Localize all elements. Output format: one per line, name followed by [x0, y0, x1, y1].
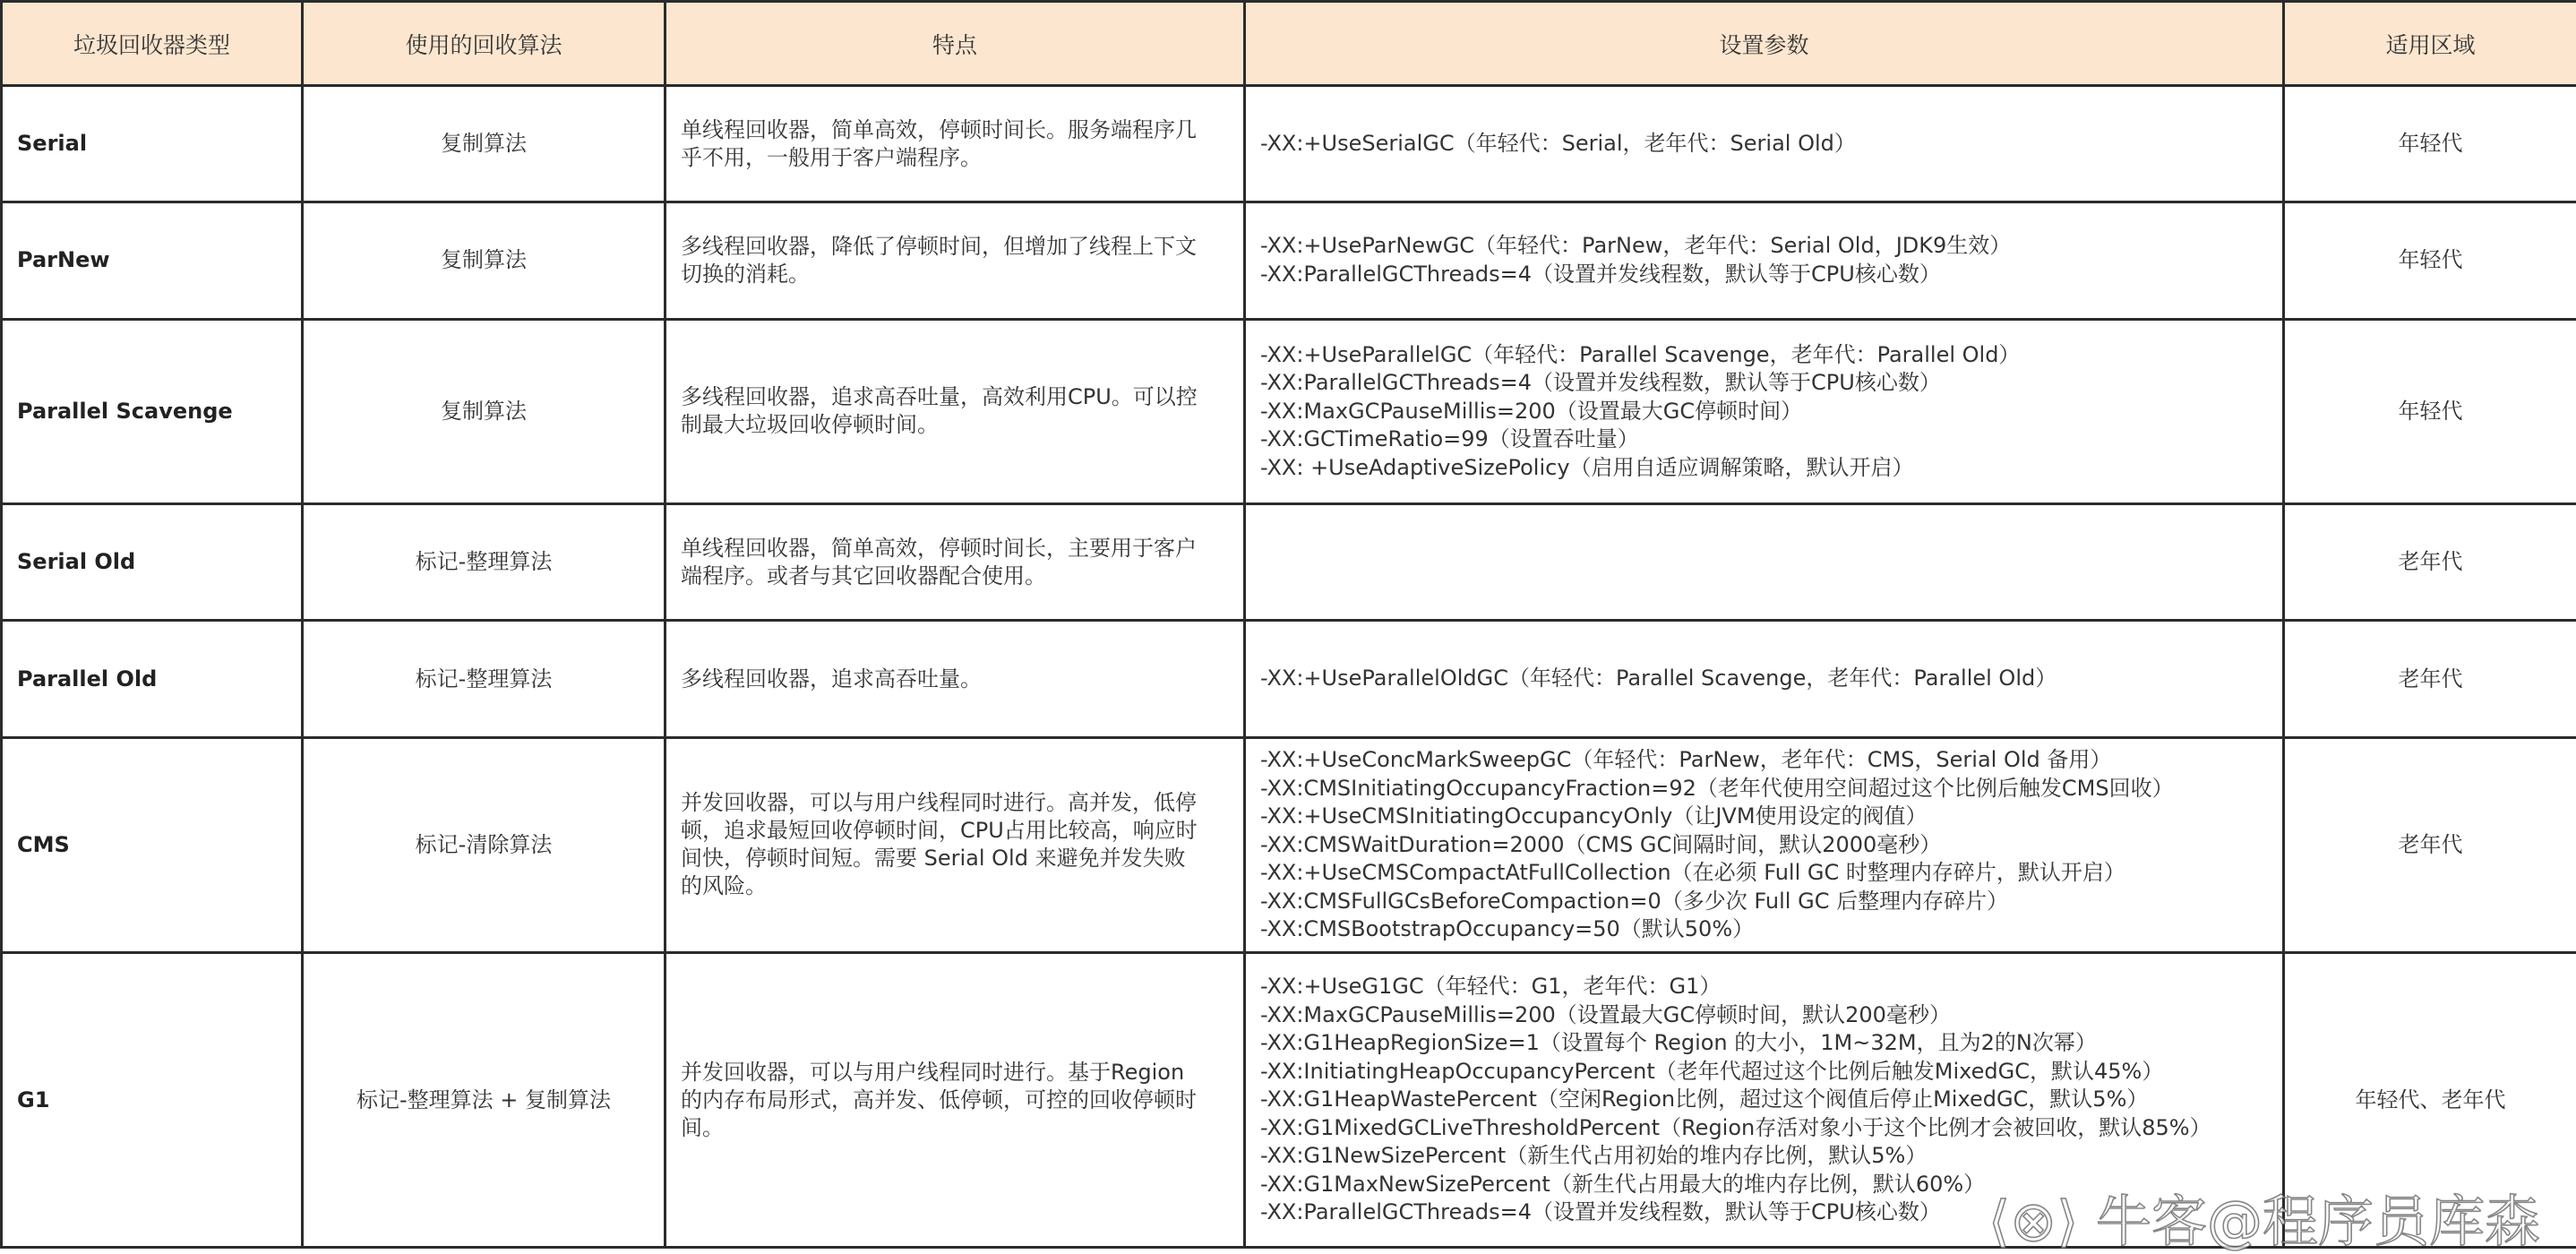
collector-type-cell: Parallel Old: [2, 621, 303, 737]
feature-line: 多线程回收器，追求高吞吐量。: [681, 666, 982, 691]
params-cell: [1245, 319, 2284, 503]
features-cell: [665, 86, 1245, 202]
features-cell: [665, 504, 1245, 621]
header-algorithm: 使用的回收算法: [303, 2, 665, 86]
applicable-area-cell: 年轻代: [2284, 86, 2576, 202]
feature-line: 多线程回收器，降低了停顿时间，但增加了线程上下文: [681, 233, 1197, 259]
param-line: -XX:+UseCMSInitiatingOccupancyOnly（让JVM使用设定的阀值）: [1260, 803, 1928, 829]
table-row: [2, 202, 2576, 319]
param-line: -XX:+UseG1GC（年轻代：G1，老年代：G1）: [1260, 974, 1722, 1000]
param-line: -XX:ParallelGCThreads=4（设置并发线程数，默认等于CPU核心数）: [1260, 1199, 1941, 1225]
param-line: -XX:+UseSerialGC（年轻代：Serial，老年代：Serial Old）: [1260, 130, 1856, 156]
param-line: -XX:MaxGCPauseMillis=200（设置最大GC停顿时间，默认200毫秒）: [1260, 1001, 1951, 1027]
feature-line: 顿，追求最短回收停顿时间，CPU占用比较高，响应时: [681, 818, 1198, 844]
param-line: -XX: +UseAdaptiveSizePolicy（启用自适应调解策略，默认开启）: [1260, 454, 1914, 480]
param-line: -XX:G1HeapRegionSize=1（设置每个 Region 的大小，1M~32M，且为2的N次幂）: [1260, 1030, 2097, 1056]
table-row: [2, 953, 2576, 1248]
table-row: [2, 737, 2576, 953]
params-cell: [1245, 953, 2284, 1248]
applicable-area-cell: 老年代: [2284, 737, 2576, 953]
collector-type-cell: Parallel Scavenge: [2, 319, 303, 503]
param-line: -XX:CMSBootstrapOccupancy=50（默认50%）: [1260, 916, 1755, 942]
features-cell: [665, 621, 1245, 737]
param-line: -XX:InitiatingHeapOccupancyPercent（老年代超过这个比例后触发MixedGC，默认45%）: [1260, 1058, 2164, 1084]
param-line: -XX:+UseParNewGC（年轻代：ParNew，老年代：Serial Old，JDK9生效）: [1260, 233, 2012, 259]
param-line: -XX:MaxGCPauseMillis=200（设置最大GC停顿时间）: [1260, 398, 1803, 424]
header-features: 特点: [665, 2, 1245, 86]
watermark-logo-icon: ⟨⊗⟩: [1988, 1189, 2097, 1254]
algorithm-cell: 标记-整理算法: [303, 504, 665, 621]
param-line: -XX:CMSWaitDuration=2000（CMS GC间隔时间，默认2000毫秒）: [1260, 831, 1942, 857]
feature-line: 端程序。或者与其它回收器配合使用。: [681, 563, 1046, 588]
param-line: -XX:+UseParallelGC（年轻代：Parallel Scavenge，老年代：Parallel Old）: [1260, 341, 2021, 367]
feature-line: 并发回收器，可以与用户线程同时进行。基于Region: [681, 1059, 1185, 1085]
params-cell: [1245, 86, 2284, 202]
collector-type-cell: Serial Old: [2, 504, 303, 621]
table-header-row: [2, 2, 2576, 86]
table-row: [2, 621, 2576, 737]
table-row: [2, 319, 2576, 503]
params-cell: [1245, 621, 2284, 737]
param-line: -XX:+UseParallelOldGC（年轻代：Parallel Scavenge，老年代：Parallel Old）: [1260, 666, 2057, 691]
features-cell: [665, 319, 1245, 503]
feature-line: 的风险。: [681, 873, 767, 899]
feature-line: 制最大垃圾回收停顿时间。: [681, 412, 939, 438]
param-line: -XX:ParallelGCThreads=4（设置并发线程数，默认等于CPU核心数）: [1260, 261, 1941, 287]
feature-line: 切换的消耗。: [681, 261, 810, 287]
applicable-area-cell: 老年代: [2284, 621, 2576, 737]
features-cell: [665, 202, 1245, 319]
params-cell: [1245, 202, 2284, 319]
param-line: -XX:G1NewSizePercent（新生代占用初始的堆内存比例，默认5%）: [1260, 1143, 1928, 1169]
feature-line: 多线程回收器，追求高吞吐量，高效利用CPU。可以控: [681, 384, 1198, 410]
algorithm-cell: 复制算法: [303, 319, 665, 503]
algorithm-cell: 标记-清除算法: [303, 737, 665, 953]
algorithm-cell: 复制算法: [303, 86, 665, 202]
params-cell: [1245, 737, 2284, 953]
applicable-area-cell: 年轻代: [2284, 202, 2576, 319]
param-line: -XX:ParallelGCThreads=4（设置并发线程数，默认等于CPU核心数）: [1260, 370, 1941, 396]
header-params: 设置参数: [1245, 2, 2284, 86]
collector-type-cell: CMS: [2, 737, 303, 953]
watermark-text: 牛客@程序员库森: [2096, 1189, 2541, 1254]
applicable-area-cell: 老年代: [2284, 504, 2576, 621]
features-cell: [665, 953, 1245, 1248]
param-line: -XX:GCTimeRatio=99（设置吞吐量）: [1260, 426, 1639, 452]
param-line: -XX:G1MaxNewSizePercent（新生代占用最大的堆内存比例，默认60%）: [1260, 1171, 1986, 1197]
collector-type-cell: Serial: [2, 86, 303, 202]
table-row: [2, 504, 2576, 621]
param-line: -XX:G1HeapWastePercent（空闲Region比例，超过这个阀值后停止MixedGC，默认5%）: [1260, 1087, 2149, 1112]
header-collector-type: 垃圾回收器类型: [2, 2, 303, 86]
header-area: 适用区域: [2284, 2, 2576, 86]
collector-type-cell: G1: [2, 953, 303, 1248]
param-line: -XX:+UseCMSCompactAtFullCollection（在必须 Full GC 时整理内存碎片，默认开启）: [1260, 860, 2125, 886]
feature-line: 的内存布局形式，高并发、低停顿，可控的回收停顿时: [681, 1087, 1197, 1112]
feature-line: 单线程回收器，简单高效，停顿时间长。服务端程序几: [681, 116, 1197, 142]
param-line: -XX:G1MixedGCLiveThresholdPercent（Region存活对象小于这个比例才会被回收，默认85%）: [1260, 1114, 2211, 1140]
algorithm-cell: 复制算法: [303, 202, 665, 319]
feature-line: 间。: [681, 1114, 724, 1140]
features-cell: [665, 737, 1245, 953]
param-line: -XX:CMSFullGCsBeforeCompaction=0（多少次 Full GC 后整理内存碎片）: [1260, 888, 2009, 914]
collector-type-cell: ParNew: [2, 202, 303, 319]
algorithm-cell: 标记-整理算法: [303, 621, 665, 737]
feature-line: 间快，停顿时间短。需要 Serial Old 来避免并发失败: [681, 846, 1186, 872]
param-line: -XX:+UseConcMarkSweepGC（年轻代：ParNew，老年代：CMS，Serial Old 备用）: [1260, 747, 2112, 773]
feature-line: 乎不用，一般用于客户端程序。: [681, 144, 982, 170]
feature-line: 单线程回收器，简单高效，停顿时间长，主要用于客户: [681, 535, 1197, 561]
table-row: [2, 86, 2576, 202]
applicable-area-cell: 年轻代、老年代: [2284, 953, 2576, 1248]
feature-line: 并发回收器，可以与用户线程同时进行。高并发，低停: [681, 790, 1197, 816]
applicable-area-cell: 年轻代: [2284, 319, 2576, 503]
param-line: -XX:CMSInitiatingOccupancyFraction=92（老年代使用空间超过这个比例后触发CMS回收）: [1260, 775, 2174, 801]
algorithm-cell: 标记-整理算法 + 复制算法: [303, 953, 665, 1248]
params-cell: [1245, 504, 2284, 621]
